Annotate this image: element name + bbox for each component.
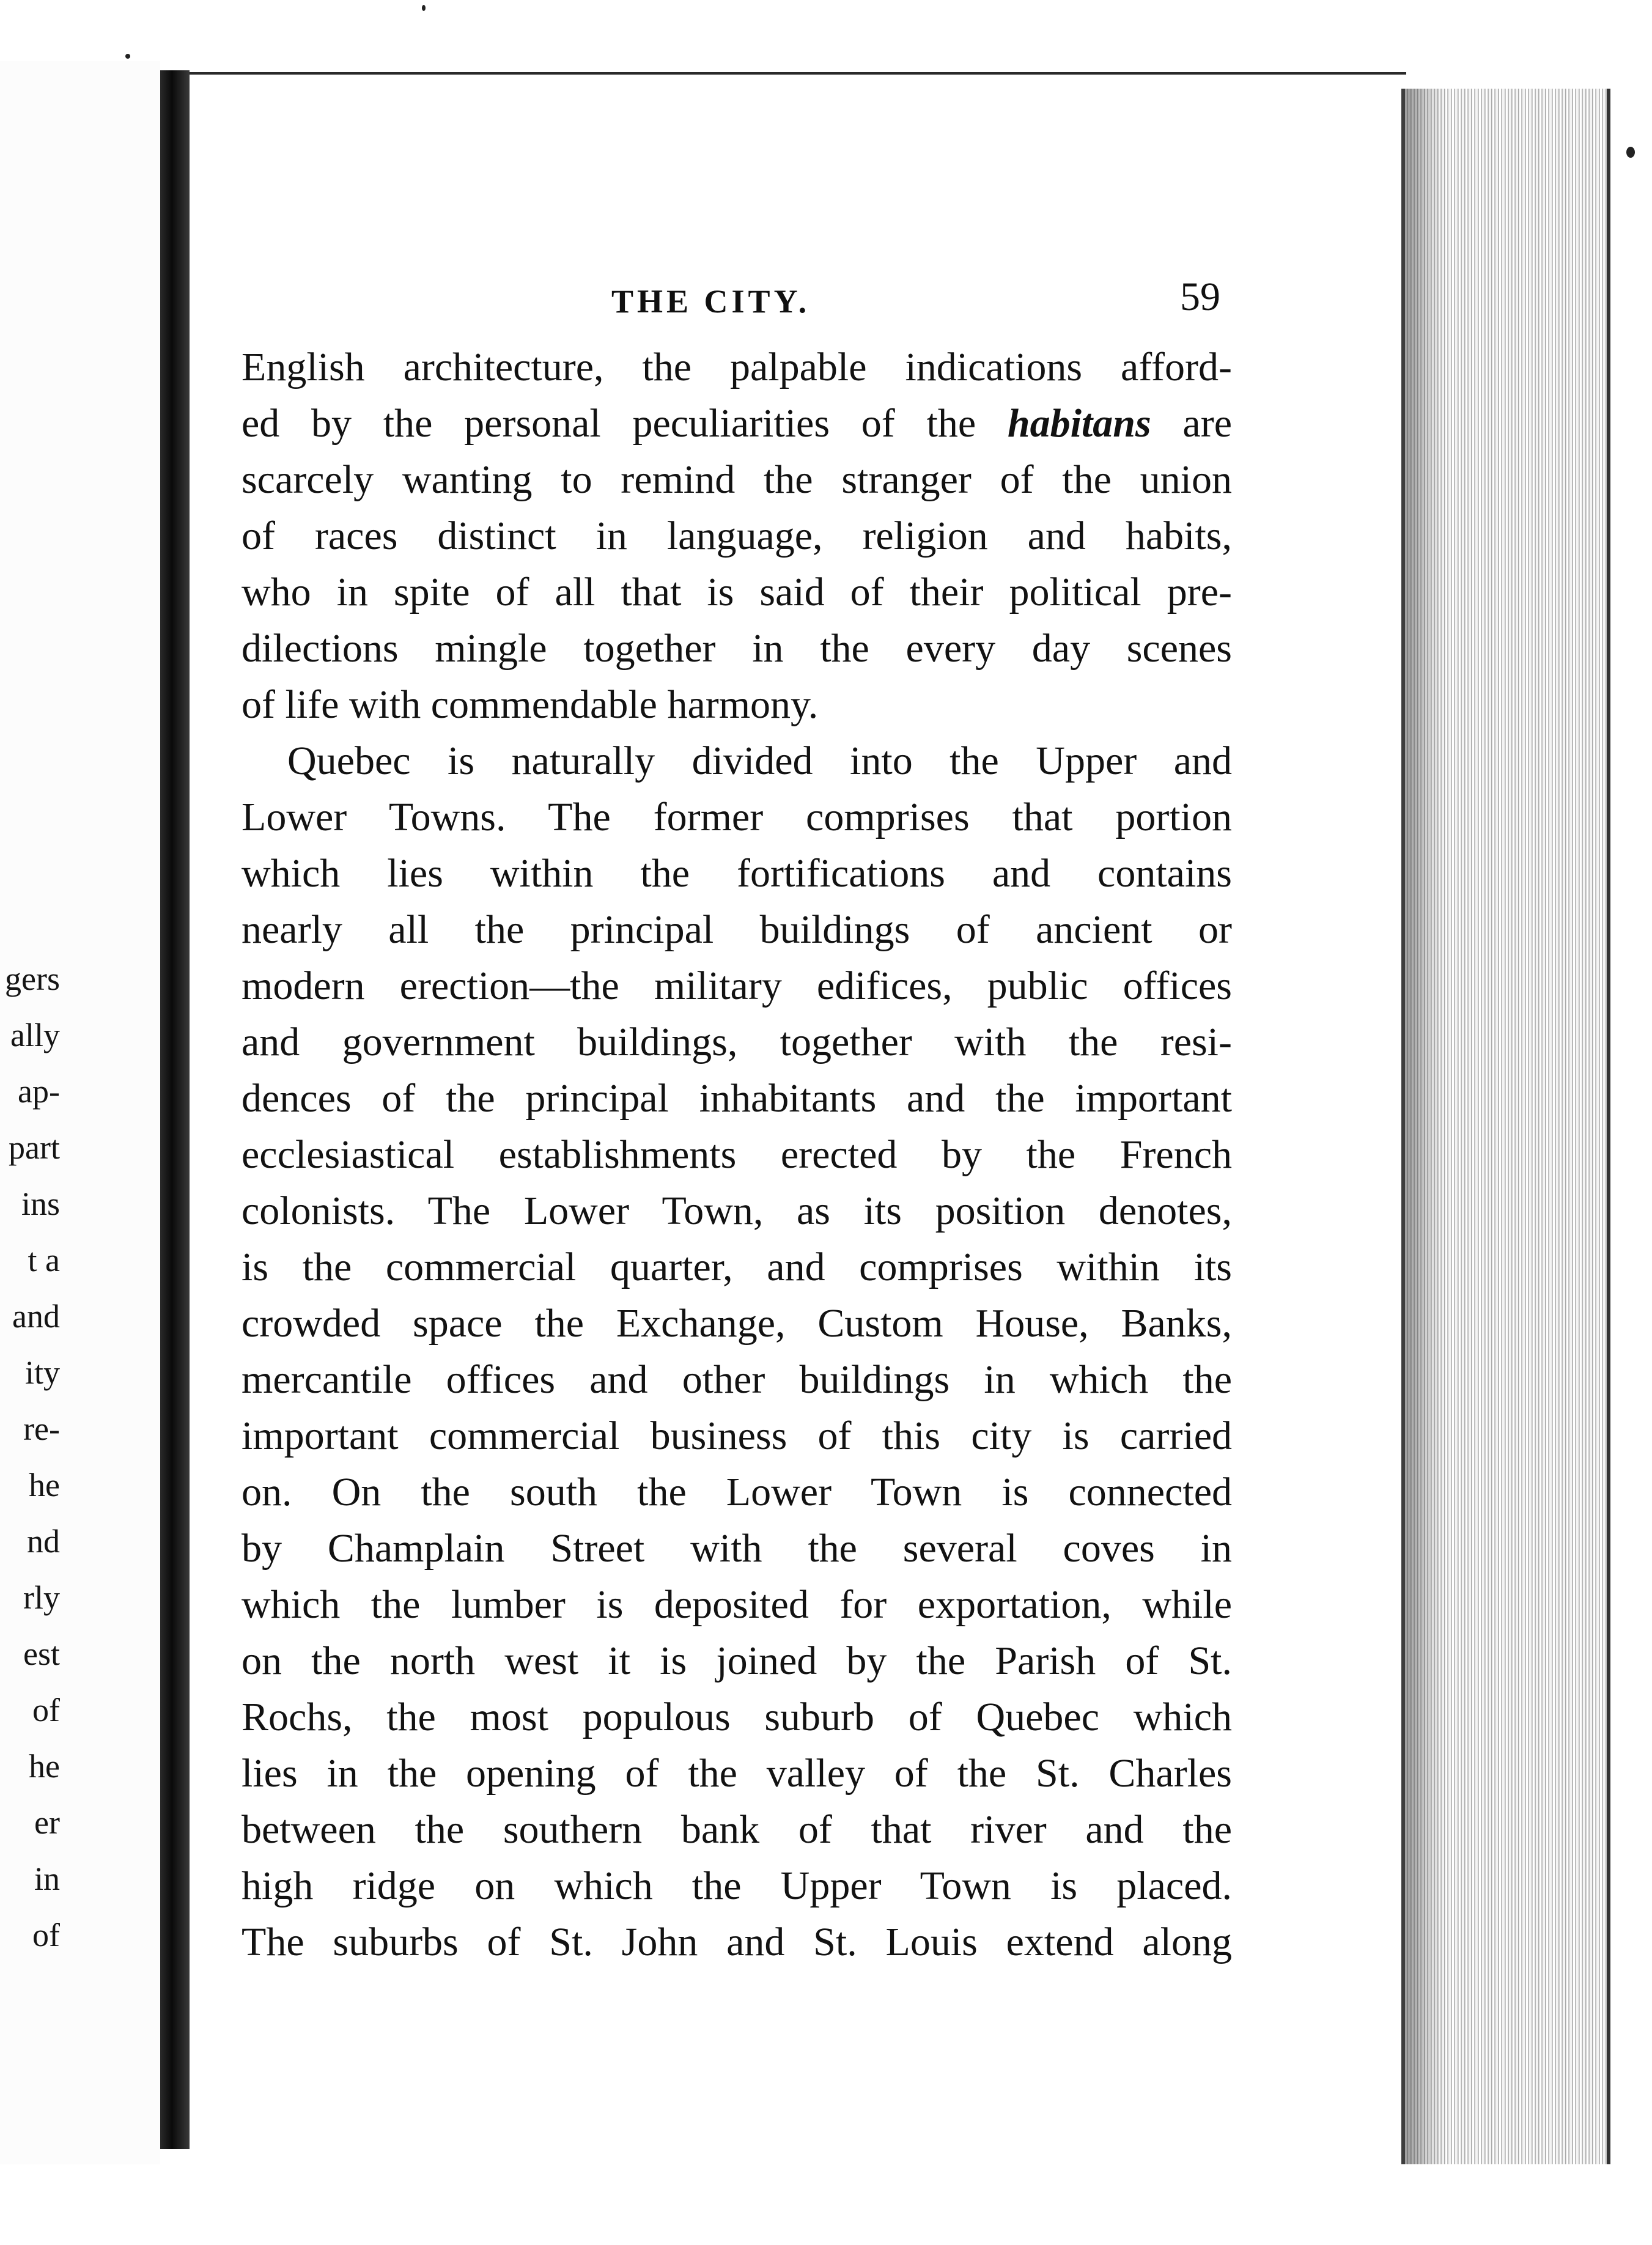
left-fragment: ally [10, 1017, 60, 1053]
text-line: The suburbs of St. John and St. Louis extend along [242, 1920, 1232, 1964]
left-fragment: gers [5, 960, 60, 997]
text-line: dilections mingle together in the every day scenes [242, 626, 1232, 671]
left-fragment: and [12, 1298, 60, 1335]
scan-speck [125, 54, 130, 59]
text-line: of life with commendable harmony. [242, 682, 819, 727]
left-fragment: ity [24, 1354, 60, 1391]
text-line: Rochs, the most populous suburb of Quebec which [242, 1695, 1232, 1739]
text-line: which the lumber is deposited for exportation, while [242, 1582, 1232, 1627]
left-fragment: he [29, 1748, 60, 1785]
page-number: 59 [1180, 275, 1220, 319]
text-line: colonists. The Lower Town, as its position denotes, [242, 1189, 1232, 1233]
text-line: modern erection—the military edifices, public offices [242, 964, 1232, 1008]
text-line: crowded space the Exchange, Custom House, Banks, [242, 1301, 1232, 1346]
left-fragment: part [9, 1129, 60, 1166]
text-line: Lower Towns. The former comprises that portion [242, 795, 1232, 839]
text-line: high ridge on which the Upper Town is placed. [242, 1863, 1232, 1908]
left-fragment: of [32, 1692, 60, 1728]
left-page-text-fragments [0, 951, 60, 1963]
text-line: dences of the principal inhabitants and the important [242, 1076, 1232, 1121]
text-line: of races distinct in language, religion and habits, [242, 514, 1232, 558]
left-fragment: ap- [18, 1073, 60, 1110]
left-fragment: t a [28, 1242, 60, 1278]
book-gutter [160, 70, 190, 2149]
left-fragment: er [34, 1804, 60, 1841]
body-text [242, 339, 1232, 1970]
left-fragment: in [34, 1860, 60, 1897]
text-line: mercantile offices and other buildings in which the [242, 1357, 1232, 1402]
left-fragment: rly [23, 1579, 60, 1616]
text-line: scarcely wanting to remind the stranger of the union [242, 457, 1232, 502]
left-fragment: est [23, 1635, 60, 1672]
text-line: nearly all the principal buildings of ancient or [242, 907, 1232, 952]
text-line: English architecture, the palpable indications afford- [242, 345, 1232, 389]
left-fragment: nd [27, 1523, 60, 1560]
text-line: and government buildings, together with the resi- [242, 1020, 1232, 1064]
text-line: ecclesiastical establishments erected by the French [242, 1132, 1232, 1177]
scan-speck [422, 5, 426, 11]
running-head: THE CITY. [611, 283, 811, 320]
left-fragment: of [32, 1917, 60, 1953]
text-line: who in spite of all that is said of their political pre- [242, 570, 1232, 614]
text-line: on. On the south the Lower Town is connected [242, 1470, 1232, 1514]
text-line: lies in the opening of the valley of the St. Charles [242, 1751, 1232, 1796]
left-fragment: ins [21, 1185, 60, 1222]
scan-speck [1626, 147, 1635, 158]
text-line: ed by the personal peculiarities of the habitans are [242, 401, 1232, 446]
text-line: is the commercial quarter, and comprises within its [242, 1245, 1232, 1289]
text-line: which lies within the fortifications and contains [242, 851, 1232, 896]
text-line: important commercial business of this city is carried [242, 1414, 1232, 1458]
left-fragment: re- [23, 1410, 60, 1447]
text-line: Quebec is naturally divided into the Upper and [287, 739, 1232, 783]
text-line: by Champlain Street with the several coves in [242, 1526, 1232, 1571]
text-line: between the southern bank of that river and the [242, 1807, 1232, 1852]
page-edge-shadow [1401, 89, 1444, 2164]
left-fragment: he [29, 1467, 60, 1503]
text-line: on the north west it is joined by the Parish of St. [242, 1639, 1232, 1683]
italic-word: habitans [1007, 401, 1151, 446]
